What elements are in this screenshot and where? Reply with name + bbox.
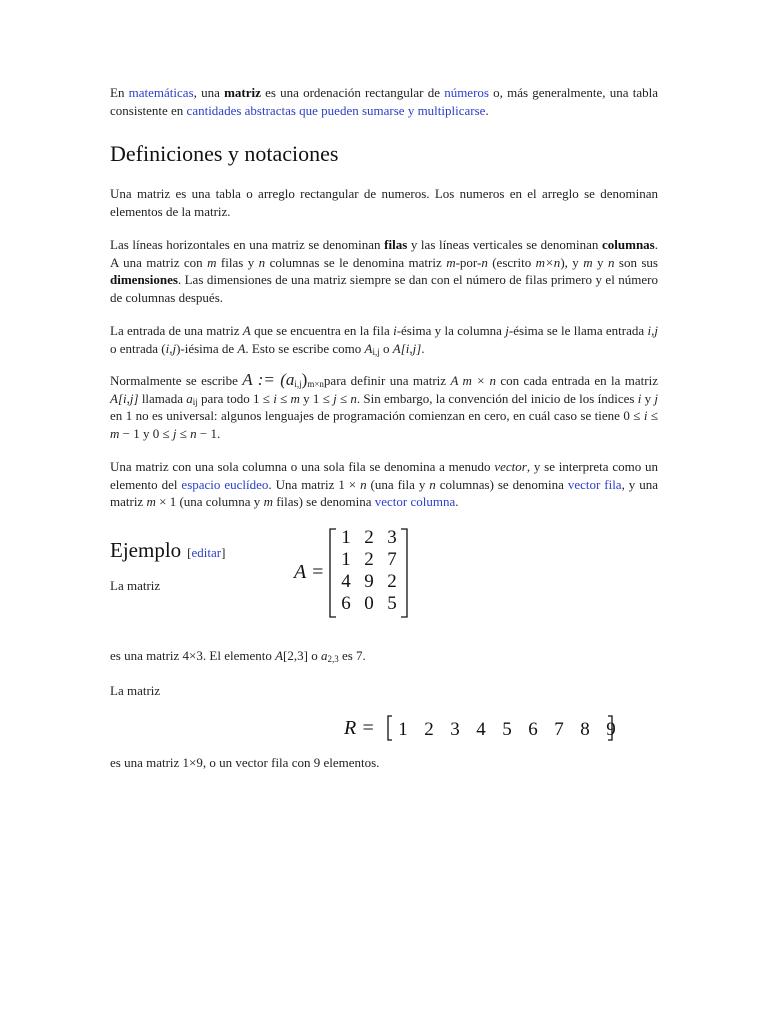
var-m: m (583, 254, 593, 270)
la-matriz-text-2: La matriz (110, 683, 161, 698)
index-bracket: [i,j] (400, 340, 422, 356)
heading-definiciones: Definiciones y notaciones (110, 141, 339, 166)
matrix-A-display (284, 525, 524, 621)
text: . (455, 494, 459, 509)
text: filas y (216, 254, 259, 270)
matrix-R-left-bracket (388, 716, 392, 740)
text: En (110, 85, 129, 100)
matrix-R-cells (398, 719, 616, 740)
var-m: m (110, 425, 120, 441)
var-A: A (450, 373, 459, 388)
text: . A una matriz con (110, 237, 658, 270)
var-j: j (505, 323, 509, 338)
bold-columnas: columnas (602, 237, 655, 252)
matrix-R-cell-7: 7 (554, 718, 564, 740)
italic-vector: vector (494, 459, 527, 474)
var-i: i (637, 390, 642, 406)
text: para todo 1 ≤ (197, 390, 274, 406)
matrix-R-cell-4: 4 (476, 718, 486, 740)
text: Una matriz con una sola columna o una sola fila se denomina a menudo (110, 459, 495, 474)
var-n: n (481, 254, 488, 270)
bold-filas: filas (384, 237, 408, 252)
var-n: n (190, 425, 197, 441)
matrix-R-display (342, 710, 642, 750)
example-section (110, 525, 658, 625)
text: columnas) se denomina (435, 476, 568, 492)
matrix-A-cell-r4c1: 6 (341, 592, 351, 614)
matrix-R-cell-6: 6 (528, 718, 538, 740)
var-mxn: m×n (535, 254, 561, 270)
link-vector-columna[interactable]: vector columna (374, 494, 456, 509)
formula-main: A := (a (242, 370, 295, 389)
link-matematicas[interactable]: matemáticas (128, 85, 194, 100)
matrix-R-cell-8: 8 (580, 718, 590, 740)
text: filas) se denomina (272, 494, 375, 509)
matrix-A-cell-r3c1: 4 (341, 570, 351, 592)
text: ), y (560, 254, 584, 270)
bold-matriz: matriz (224, 85, 261, 100)
text: . Sin embargo, la convención del inicio de los índices (356, 390, 638, 406)
text: que se encuentra en la fila (250, 323, 394, 338)
text: es 7. (338, 647, 366, 663)
matrix-A-cell-r2c3: 7 (387, 548, 397, 570)
intro-paragraph (110, 84, 658, 119)
formula-A-def (242, 370, 324, 389)
text: o entrada ( (110, 340, 166, 356)
var-j: j (172, 425, 177, 441)
edit-section (187, 544, 225, 562)
matrix-R-explanation: es una matriz 1×9, o un vector fila con 9 elementos. (110, 754, 380, 770)
var-A: A (242, 323, 251, 338)
text: (escrito (487, 254, 536, 270)
text: es una ordenación rectangular de (260, 85, 445, 100)
text: y (592, 254, 608, 270)
var-m: m (146, 494, 156, 509)
matrix-A-cell-r2c1: 1 (341, 548, 351, 570)
text: × 1 (una columna y (155, 494, 264, 509)
matrix-A-cells (341, 527, 397, 614)
matrix-A-left-bracket (330, 529, 336, 617)
var-j: j (654, 390, 658, 406)
article-body (110, 84, 658, 771)
text: con cada entrada en la matriz (495, 373, 658, 388)
text: . Esto se escribe como (245, 340, 365, 356)
definition-paragraph-3 (110, 322, 658, 357)
la-matriz-text: La matriz (110, 577, 161, 593)
text: , y se interpreta como un elemento del (110, 459, 659, 492)
var-A: A (392, 340, 401, 356)
formula-subscript: i,j (294, 379, 302, 389)
var-n: n (258, 254, 266, 270)
link-vector-fila[interactable]: vector fila (567, 476, 622, 492)
text: Normalmente se escribe (110, 373, 243, 388)
var-n: n (607, 254, 615, 270)
var-A: A (364, 340, 373, 356)
text: ≤ (336, 390, 351, 406)
var-i: i (393, 323, 397, 338)
var-j: j (333, 390, 337, 406)
text: (una fila y (366, 476, 430, 492)
subscript-23: 2,3 (327, 653, 339, 664)
text: y las líneas verticales se denominan (407, 237, 603, 252)
bracket-close: ] (221, 544, 226, 560)
matrix-R-cell-3: 3 (450, 718, 460, 740)
var-m: m (207, 254, 217, 270)
formula-subscript-mxn: m×n (307, 379, 324, 389)
matrix-A-cell-r2c2: 2 (364, 548, 374, 570)
var-A: A (237, 340, 246, 356)
matrix-A-cell-r1c3: 3 (387, 526, 397, 548)
text: , y una matriz (110, 476, 659, 509)
matrix-A-cell-r1c2: 2 (364, 526, 374, 548)
var-m: m (446, 254, 456, 270)
text: . Una matriz 1 × (268, 476, 361, 492)
text: ≤ (276, 390, 291, 406)
definition-paragraph-1: Una matriz es una tabla o arreglo rectangular de numeros. Los numeros en el arreglo se denominan elementos de la matriz. (110, 186, 658, 219)
var-n: n (429, 476, 436, 492)
var-m: m (290, 390, 300, 406)
matrix-R-cell-9: 9 (606, 718, 616, 740)
text: , una (193, 85, 225, 100)
bracket-open: [ (187, 544, 192, 560)
link-cantidades-abstractas[interactable]: cantidades abstractas que pueden sumarse y multiplicarse (186, 102, 486, 118)
text: Las líneas horizontales en una matriz se denominan (110, 237, 385, 252)
text: − 1 y 0 ≤ (119, 425, 173, 441)
link-espacio-euclideo[interactable]: espacio euclídeo (181, 476, 269, 492)
link-numeros[interactable]: números (444, 85, 489, 100)
subscript-ij: ij (192, 396, 198, 407)
text: columnas se le denomina matriz (265, 254, 447, 270)
matrix-R-label: R = (344, 716, 375, 739)
text: . Las dimensiones de una matriz siempre se dan con el número de filas primero y el número de columnas después. (110, 272, 658, 305)
matrix-A-cell-r4c3: 5 (387, 592, 397, 614)
bold-dimensiones: dimensiones (110, 272, 178, 287)
matrix-R-row (110, 710, 658, 752)
text: en 1 no es universal: algunos lenguajes de programación comienzan en cero, en cuál caso se tiene 0 ≤ (110, 408, 644, 423)
example-explanation (110, 647, 658, 665)
matrix-A-label: A = (294, 560, 325, 583)
var-i: i (273, 390, 277, 406)
matrix-A-right-bracket (401, 529, 407, 617)
text: y (641, 390, 655, 406)
index-bracket: [2,3] (283, 647, 308, 663)
var-n: n (350, 390, 357, 406)
text: − 1. (196, 425, 221, 441)
matrix-R-cell-5: 5 (502, 718, 512, 740)
text: ≤ (647, 408, 658, 423)
text: . (421, 340, 425, 356)
text: La entrada de una matriz (110, 323, 243, 338)
subscript-ij: i,j (372, 346, 380, 357)
var-ij: i,j (647, 323, 658, 338)
definition-paragraph-4 (110, 371, 658, 442)
text: o (379, 340, 393, 356)
text: llamada (138, 390, 187, 406)
matrix-A-cell-r3c2: 9 (364, 570, 374, 592)
matrix-A-cell-r3c3: 2 (387, 570, 397, 592)
text: es una matriz 4×3. El elemento (110, 647, 276, 663)
var-m: m (263, 494, 273, 509)
matrix-A-cell-r4c2: 0 (364, 592, 374, 614)
edit-link[interactable]: editar (191, 544, 222, 560)
text: ≤ (176, 425, 191, 441)
matrix-A-cell-r1c1: 1 (341, 526, 351, 548)
text: son sus (614, 254, 658, 270)
var-n: n (360, 476, 367, 492)
heading-ejemplo: Ejemplo (110, 537, 182, 562)
var-ij: i,j (165, 340, 177, 356)
var-a: a (320, 647, 328, 663)
text: y 1 ≤ (299, 390, 334, 406)
text: o, más generalmente, una tabla consistente en (110, 85, 658, 118)
text: -ésima y la columna (396, 323, 506, 338)
matrix-R-cell-2: 2 (424, 718, 434, 740)
text: para definir una matriz (323, 373, 451, 388)
text: o (307, 647, 321, 663)
index-bracket: [i,j] (117, 390, 139, 406)
text: -ésima se le llama entrada (508, 323, 648, 338)
text: -por- (455, 254, 482, 270)
text: )-iésima de (176, 340, 238, 356)
definition-paragraph-5 (110, 458, 658, 511)
formula-close-paren: ) (301, 370, 308, 389)
var-i: i (643, 408, 648, 423)
text: . (485, 102, 489, 118)
var-A: A (110, 390, 118, 406)
matrix-R-cell-1: 1 (398, 718, 408, 740)
definition-paragraph-2 (110, 236, 658, 306)
var-a: a (186, 390, 193, 406)
var-mxn: m × n (458, 373, 496, 388)
example-heading-row (110, 537, 225, 563)
var-A: A (275, 647, 284, 663)
